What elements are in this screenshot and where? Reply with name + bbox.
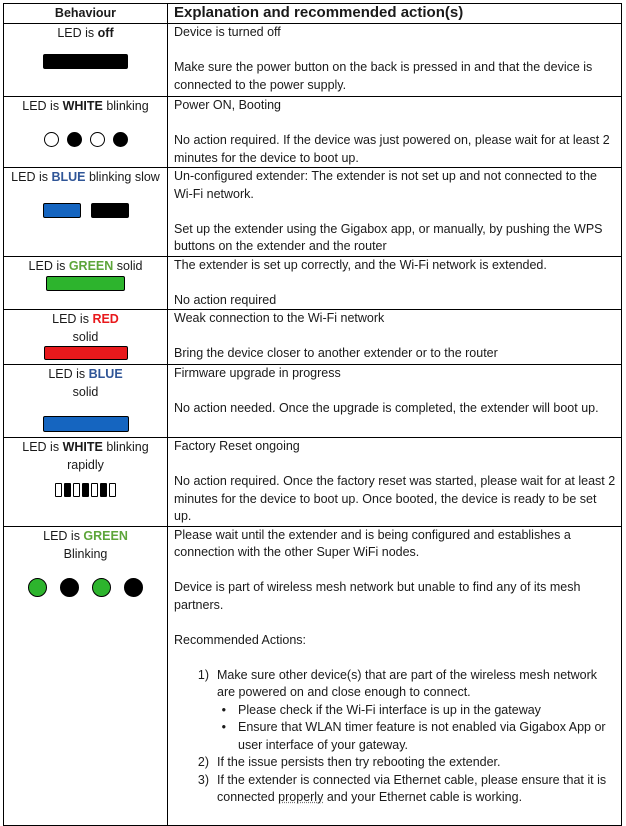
step-number: 2) bbox=[197, 755, 209, 769]
status-title: Weak connection to the Wi-Fi network bbox=[174, 311, 385, 325]
behaviour-cell bbox=[4, 365, 168, 438]
behaviour-text-line2: rapidly bbox=[67, 458, 104, 472]
status-title: Firmware upgrade in progress bbox=[174, 366, 341, 380]
behaviour-cell bbox=[4, 310, 168, 365]
step-number: 3) bbox=[197, 772, 209, 787]
header-explanation: Explanation and recommended action(s) bbox=[168, 4, 622, 24]
status-description: Device is part of wireless mesh network but unable to find any of its mesh partners. bbox=[174, 580, 581, 612]
recommended-action: Bring the device closer to another extender or to the router bbox=[174, 346, 498, 360]
list-item bbox=[174, 754, 617, 772]
led-white-rapid-symbol bbox=[4, 483, 167, 497]
recommended-action: No action required. If the device was just powered on, please wait for at least 2 minutes for the device to boot up. bbox=[174, 133, 610, 165]
step-text: If the issue persists then try rebooting the extender. bbox=[217, 755, 501, 769]
behaviour-text-line2: solid bbox=[72, 330, 99, 344]
behaviour-text: LED is off bbox=[57, 26, 114, 40]
table-row bbox=[4, 526, 622, 825]
explanation-cell bbox=[168, 97, 622, 168]
led-red-solid-symbol bbox=[4, 346, 167, 360]
explanation-cell bbox=[168, 168, 622, 257]
recommended-steps-list bbox=[174, 667, 617, 807]
led-blue-blinking-slow-symbol bbox=[4, 203, 167, 218]
table-row bbox=[4, 438, 622, 527]
behaviour-cell bbox=[4, 168, 168, 257]
status-title: Factory Reset ongoing bbox=[174, 439, 300, 453]
behaviour-text: LED is BLUE blinking slow bbox=[11, 170, 160, 184]
behaviour-text-line2: Blinking bbox=[63, 546, 108, 561]
behaviour-cell bbox=[4, 526, 168, 825]
led-off-symbol bbox=[4, 54, 167, 69]
header-row bbox=[4, 4, 622, 24]
led-white-blinking-symbol bbox=[4, 132, 167, 147]
explanation-cell bbox=[168, 310, 622, 365]
list-item: • Ensure that WLAN timer feature is not enabled via Gigabox App or user interface of your gateway. bbox=[174, 719, 617, 754]
behaviour-cell bbox=[4, 256, 168, 310]
behaviour-text-line2: solid bbox=[72, 385, 99, 399]
status-title: Power ON, Booting bbox=[174, 98, 281, 112]
table-row bbox=[4, 310, 622, 365]
status-title: The extender is set up correctly, and the Wi-Fi network is extended. bbox=[174, 257, 547, 272]
explanation-cell bbox=[168, 365, 622, 438]
behaviour-cell bbox=[4, 97, 168, 168]
explanation-cell bbox=[168, 24, 622, 97]
list-item bbox=[174, 667, 617, 755]
status-title: Un-configured extender: The extender is not set up and not connected to the Wi-Fi network. bbox=[174, 169, 597, 201]
behaviour-text: LED is BLUE bbox=[48, 367, 123, 381]
explanation-cell bbox=[168, 526, 622, 825]
recommended-action: No action required. Once the factory reset was started, please wait for at least 2 minutes for the device to boot up. Once booted, the device is ready to be set up. bbox=[174, 474, 616, 523]
recommended-action: No action required bbox=[174, 292, 277, 307]
recommended-action: No action needed. Once the upgrade is completed, the extender will boot up. bbox=[174, 401, 599, 415]
behaviour-cell bbox=[4, 24, 168, 97]
list-item: • Please check if the Wi-Fi interface is up in the gateway bbox=[174, 702, 617, 720]
behaviour-text: LED is WHITE blinking bbox=[22, 99, 149, 113]
table-row bbox=[4, 365, 622, 438]
behaviour-cell bbox=[4, 438, 168, 527]
list-item bbox=[174, 772, 617, 807]
table-row bbox=[4, 97, 622, 168]
recommended-action: Make sure the power button on the back is pressed in and that the device is connected to the power supply. bbox=[174, 60, 593, 92]
step-text: If the extender is connected via Ethernet cable, please ensure that it is connected properly and your Ethernet cable is working. bbox=[217, 772, 607, 804]
explanation-cell bbox=[168, 438, 622, 527]
step-number: 1) bbox=[197, 667, 209, 682]
led-green-blinking-symbol bbox=[4, 578, 167, 597]
explanation-cell bbox=[168, 256, 622, 310]
table-row bbox=[4, 168, 622, 257]
behaviour-text: LED is GREEN bbox=[43, 528, 128, 543]
behaviour-text: LED is RED bbox=[52, 312, 119, 326]
behaviour-text: LED is WHITE blinking bbox=[22, 440, 149, 454]
behaviour-text: LED is GREEN solid bbox=[28, 258, 143, 273]
bullet-text: Ensure that WLAN timer feature is not enabled via Gigabox App or user interface of your gateway. bbox=[238, 720, 606, 752]
status-title: Device is turned off bbox=[174, 25, 281, 39]
led-green-solid-symbol bbox=[4, 276, 167, 291]
led-blue-solid-symbol bbox=[4, 416, 167, 432]
recommended-actions-heading: Recommended Actions: bbox=[174, 632, 307, 647]
table-row bbox=[4, 256, 622, 310]
step-text: Make sure other device(s) that are part of the wireless mesh network are powered on and close enough to connect. bbox=[217, 667, 598, 699]
status-title: Please wait until the extender and is being configured and establishes a connection with the other Super WiFi nodes. bbox=[174, 527, 571, 559]
led-behaviour-table bbox=[3, 3, 622, 826]
bullet-text: Please check if the Wi-Fi interface is up in the gateway bbox=[238, 702, 541, 717]
table-row bbox=[4, 24, 622, 97]
recommended-action: Set up the extender using the Gigabox app, or manually, by pushing the WPS buttons on the extender and the router bbox=[174, 221, 603, 253]
header-behaviour: Behaviour bbox=[4, 4, 168, 24]
